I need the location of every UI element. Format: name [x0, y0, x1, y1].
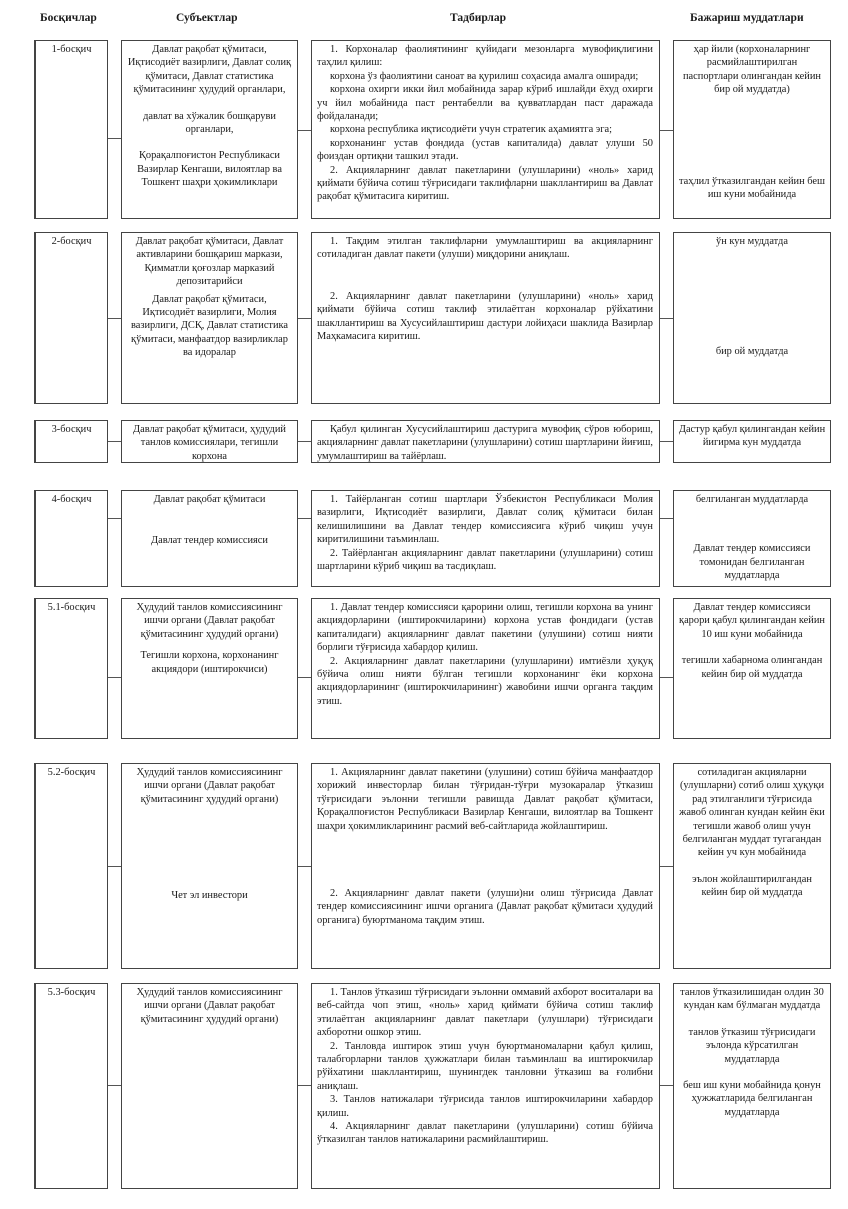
deadline-text: бир ой муддатда — [715, 346, 789, 358]
action-text: 2. Акцияларнинг давлат пакетларини (улушларини) «ноль» харид қиймати бўйича сотиш тўғрисидаги таклифларни шакллантириш ва Давлат рақобат қўмитасига киритиш. — [317, 164, 653, 203]
subject-text: Давлат рақобат қўмитаси, Иқтисодиёт вазирлиги, Молия вазирлиги, ДСҚ, Давлат статистика қўмитаси, манфаатдор вазирликлар ва идоралар — [130, 293, 289, 359]
action-text: 2. Тайёрланган акцияларнинг давлат пакетларини (улушларини) сотиш шартларини кўриб чиқиш ва тасдиқлаш. — [317, 547, 653, 573]
action-text: 2. Акцияларнинг давлат пакетларини (улушларини) имтиёзли ҳуқуқ бўйича олиш нияти бўлган тегишли корхонанинг ёки корхона акциядорларининг (иштирокчиларининг) жавобини ишчи органга тақдим этиш. — [317, 655, 653, 707]
stage-box — [34, 420, 108, 463]
action-text: 4. Акцияларнинг давлат пакетларини (улушларини) сотиш бўйича ўтказилган танлов натижаларини расмийлаштириш. — [317, 1121, 653, 1146]
action-text: 1. Давлат тендер комиссияси қарорини олиш, тегишли корхона ва унинг акциядорларини (иштирокчиларини) корхона устав фондидаги (устав капиталидаги) акцияларнинг давлат пакетини (улушини) сотиш нияти борлиги тўғрисида хабардор қилиш. — [317, 602, 653, 654]
deadlines-box — [673, 983, 831, 1189]
header-subjects: Субъектлар — [176, 12, 238, 24]
deadline-text: Давлат тендер комиссияси томонидан белгиланган муддатларда — [693, 543, 811, 582]
stage-label: 5.3-босқич — [47, 987, 96, 998]
stage-box — [34, 763, 108, 969]
deadlines-box — [673, 232, 831, 404]
subject-text: Қорақалпоғистон Республикаси Вазирлар Кенгаши, вилоятлар ва Тошкент шаҳри ҳокимликлари — [137, 150, 282, 189]
subject-text: Ҳудудий танлов комиссиясининг ишчи органи (Давлат рақобат қўмитасининг ҳудудий органи) — [136, 767, 283, 805]
action-text: 3. Танлов натижалари тўғрисида танлов иштирокчиларини хабардор қилиш. — [317, 1094, 653, 1119]
header-deadlines: Бажариш муддатлари — [690, 12, 804, 24]
action-text: 1. Корхоналар фаолиятининг қуйидаги мезонларга мувофиқлигини таҳлил қилиш: — [317, 44, 653, 69]
action-text: 2. Акцияларнинг давлат пакетларини (улушларини) «ноль» харид қиймати бўйича сотиш таклиф этилаётган корхоналар рўйхатини шакллантириш ва Хусусийлаштириш дастури лойиҳаси шаклида Вазирлар Маҳкамасига киритиш. — [317, 290, 653, 343]
subjects-box — [121, 763, 298, 969]
subject-text: Давлат рақобат қўмитаси, ҳудудий танлов комиссиялари, тегишли корхона — [133, 424, 286, 462]
connector-line — [108, 441, 121, 442]
connector-line — [660, 318, 673, 319]
deadline-text: эълон жойлаштирилгандан кейин бир ой муддатда — [692, 873, 812, 899]
actions-box — [311, 490, 660, 587]
actions-box — [311, 40, 660, 219]
deadlines-box — [673, 420, 831, 463]
actions-box — [311, 232, 660, 404]
deadline-text: танлов ўтказилишидан олдин 30 кундан кам бўлмаган муддатда — [680, 987, 824, 1012]
stage-box — [34, 490, 108, 587]
deadlines-box — [673, 40, 831, 219]
action-text: 1. Тайёрланган сотиш шартлари Ўзбекистон Республикаси Молия вазирлиги, Иқтисодиёт вазирлиги, Давлат солиқ қўмитаси билан келишилишини ва Давлат тендер комиссиясига кўриб чиқиш учун киритилишини таъминлаш. — [317, 494, 653, 546]
subject-text: давлат ва хўжалик бошқаруви органлари, — [143, 110, 276, 136]
subjects-box — [121, 420, 298, 463]
action-text: корхонанинг устав фондида (устав капиталида) давлат улуши 50 фоиздан ортиқни ташкил этади. — [317, 137, 653, 163]
action-text: 1. Акцияларнинг давлат пакетини (улушини) сотиш бўйича манфаатдор хорижий инвесторлар билан тўғридан-тўғри музокаралар ўтказиш тўғрисидаги эълонни тегишли равишда Давлат рақобат қўмитаси, Қорақалпоғистон Республикаси Вазирлар Кенгаши, вилоятлар ва Тошкент шаҳри ҳокимликларининг расмий веб-сайтларида жойлаштириш. — [317, 767, 653, 832]
stage-label: 2-босқич — [51, 236, 92, 247]
action-text: 2. Акцияларнинг давлат пакети (улуши)ни олиш тўғрисида Давлат тендер комиссиясининг ишчи органига (Давлат рақобат қўмитаси ҳудудий органига) буюртманома тақдим этиш. — [317, 888, 653, 926]
subjects-box — [121, 490, 298, 587]
deadline-text: Дастур қабул қилингандан кейин йигирма кун муддатда — [678, 424, 826, 449]
deadline-text: белгиланган муддатларда — [695, 494, 809, 505]
action-text: корхона охирги икки йил мобайнида зарар кўриб ишлайди ёхуд охирги уч йил мобайнида паст рентабелли ва қувватлардан паст даражада фойдаланади; — [317, 84, 653, 123]
deadline-text: тегишли хабарнома олингандан кейин бир ой муддатда — [681, 655, 823, 680]
subject-text: Чет эл инвестори — [171, 890, 248, 902]
connector-line — [108, 318, 121, 319]
subject-text: Давлат рақобат қўмитаси — [153, 494, 266, 505]
action-text: 1. Тақдим этилган таклифларни умумлаштириш ва акцияларнинг сотиладиган давлат пакети (улуши) миқдорини аниқлаш. — [317, 236, 653, 261]
action-text: Қабул қилинган Хусусийлаштириш дастурига мувофиқ сўров юбориш, акцияларнинг давлат пакетларини (улушларини) сотиш шартларини йиғиш, умумлаштириш ва тайёрлаш. — [317, 424, 654, 462]
connector-line — [298, 318, 311, 319]
subjects-box — [121, 232, 298, 404]
subject-text: Тегишли корхона, корхонанинг акциядори (иштирокчиси) — [140, 650, 279, 675]
subject-text: Давлат рақобат қўмитаси, Иқтисодиёт вазирлиги, Давлат солиқ қўмитаси, Давлат статистика қўмитасининг ҳудудий органлари, — [127, 44, 292, 96]
connector-line — [298, 130, 311, 131]
stage-label: 5.1-босқич — [47, 602, 96, 613]
subject-text: Давлат тендер комиссияси — [151, 535, 268, 547]
stage-label: 4-босқич — [51, 494, 92, 505]
connector-line — [298, 1085, 311, 1086]
deadline-text: ўн кун муддатда — [716, 236, 788, 247]
subjects-box — [121, 983, 298, 1189]
connector-line — [660, 130, 673, 131]
connector-line — [108, 518, 121, 519]
deadline-text: таҳлил ўтказилгандан кейин беш иш куни мобайнида — [678, 175, 826, 201]
connector-line — [660, 1085, 673, 1086]
action-text: корхона республика иқтисодиёти учун стратегик аҳамиятга эга; — [330, 124, 613, 136]
deadlines-box — [673, 598, 831, 739]
actions-box — [311, 420, 660, 463]
deadline-text: беш иш куни мобайнида қонун ҳужжатларида белгиланган муддатларда — [683, 1080, 821, 1118]
stage-box — [34, 983, 108, 1189]
subject-text: Ҳудудий танлов комиссиясининг ишчи органи (Давлат рақобат қўмитасининг ҳудудий органи) — [136, 987, 283, 1025]
action-text: корхона ўз фаолиятини саноат ва қурилиш соҳасида амалга оширади; — [330, 70, 639, 82]
deadline-text: сотиладиган акцияларни (улушларни) сотиб олиш ҳуқуқи рад этилганлиги тўғрисида жавоб олинган кундан кейин ёки тегишли жавоб олиш учун белгиланган муддат тугагандан кейин уч кун мобайнида — [679, 767, 825, 859]
subjects-box — [121, 40, 298, 219]
actions-box — [311, 598, 660, 739]
connector-line — [660, 677, 673, 678]
connector-line — [660, 518, 673, 519]
connector-line — [298, 518, 311, 519]
connector-line — [298, 441, 311, 442]
deadline-text: Давлат тендер комиссияси қарори қабул қилингандан кейин 10 иш куни мобайнида — [679, 602, 825, 640]
stage-label: 1-босқич — [51, 44, 92, 55]
connector-line — [660, 441, 673, 442]
connector-line — [108, 866, 121, 867]
connector-line — [298, 677, 311, 678]
actions-box — [311, 983, 660, 1189]
connector-line — [108, 677, 121, 678]
connector-line — [108, 1085, 121, 1086]
header-stages: Босқичлар — [40, 12, 97, 24]
stage-box — [34, 40, 108, 219]
deadlines-box — [673, 763, 831, 969]
connector-line — [108, 138, 121, 139]
subject-text: Ҳудудий танлов комиссиясининг ишчи органи (Давлат рақобат қўмитасининг ҳудудий органи) — [136, 602, 283, 640]
connector-line — [660, 866, 673, 867]
actions-box — [311, 763, 660, 969]
deadlines-box — [673, 490, 831, 587]
stage-label: 5.2-босқич — [47, 767, 96, 778]
subjects-box — [121, 598, 298, 739]
action-text: 2. Танловда иштирок этиш учун буюртманомаларни қабул қилиш, талабгорларни танлов ҳужжатлари билан таъминлаш ва иштирокчилар рўйхатини шакллантириш, шунингдек танловни ўтказиш ва ғолибни аниқлаш. — [317, 1040, 653, 1092]
connector-line — [298, 866, 311, 867]
stage-box — [34, 598, 108, 739]
deadline-text: танлов ўтказиш тўғрисидаги эълонда кўрсатилган муддатларда — [688, 1026, 816, 1065]
stage-label: 3-босқич — [51, 424, 92, 435]
deadline-text: ҳар йили (корхоналарнинг расмийлаштирилган паспортлари олингандан кейин бир ой муддатда) — [683, 44, 821, 96]
action-text: 1. Танлов ўтказиш тўғрисидаги эълонни оммавий ахборот воситалари ва веб-сайтда чоп этиш, «ноль» харид қиймати бўйича сотиш таклиф этилаётган акцияларнинг давлат пакетлари (улушлари) тўғрисидаги ахборотни ошкор этиш. — [317, 987, 653, 1039]
stage-box — [34, 232, 108, 404]
header-actions: Тадбирлар — [450, 12, 507, 24]
subject-text: Давлат рақобат қўмитаси, Давлат активларини бошқариш маркази, Қимматли қоғозлар марказий депозитарийси — [135, 236, 284, 288]
